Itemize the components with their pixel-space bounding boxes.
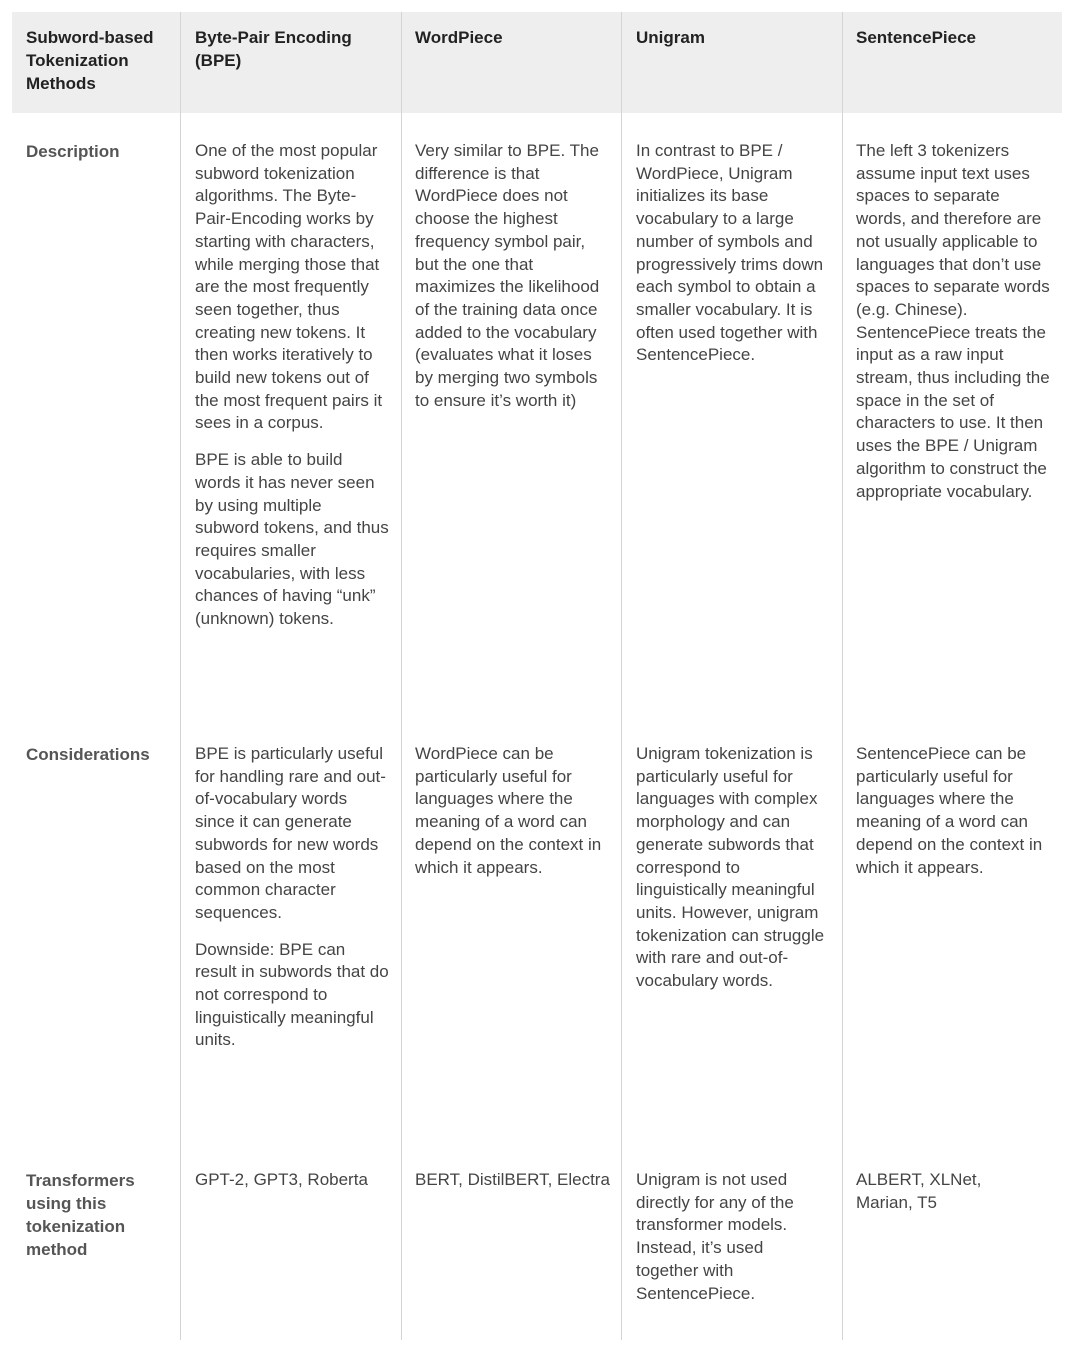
paragraph: BPE is particularly useful for handling rare and out-of-vocabulary words since it can generate subwords for new words based on the most common character sequences. — [195, 744, 386, 922]
paragraph: Unigram is not used directly for any of the transformer models. Instead, it’s used together with SentencePiece. — [636, 1170, 794, 1303]
paragraph: Unigram tokenization is particularly useful for languages with complex morphology and can generate subwords that correspond to linguistically meaningful units. However, unigram tokenization can struggle with rare and out-of-vocabulary words. — [636, 744, 825, 991]
paragraph: Very similar to BPE. The difference is that WordPiece does not choose the highest frequency symbol pair, but the one that maximizes the likelihood of the training data once added to the vocabulary (evaluates what it loses by merging two symbols to ensure it’s worth it) — [415, 141, 600, 410]
cell-wordpiece-description — [415, 140, 611, 412]
paragraph: BPE is able to build words it has never seen by using multiple subword tokens, and thus requires smaller vocabularies, with less chances of having “unk” (unknown) tokens. — [195, 450, 389, 629]
row-label-transformers: Transformers using this tokenization method — [26, 1171, 135, 1259]
cell-wordpiece-considerations — [415, 743, 611, 879]
column-divider — [401, 12, 402, 1340]
paragraph: WordPiece can be particularly useful for languages where the meaning of a word can depend on the context in which it appears. — [415, 744, 602, 877]
paragraph: GPT-2, GPT3, Roberta — [195, 1170, 368, 1189]
column-divider — [621, 12, 622, 1340]
cell-bpe-transformers — [195, 1169, 390, 1192]
paragraph: In contrast to BPE / WordPiece, Unigram initializes its base vocabulary to a large number of symbols and progressively trims down each symbol to obtain a smaller vocabulary. It is often used together with SentencePiece. — [636, 141, 824, 365]
header-wordpiece: WordPiece — [415, 28, 503, 47]
header-sentencepiece: SentencePiece — [856, 28, 977, 47]
cell-unigram-considerations — [636, 743, 832, 993]
paragraph: ALBERT, XLNet, Marian, T5 — [856, 1170, 982, 1212]
cell-bpe-considerations — [195, 743, 390, 1052]
tokenization-comparison-table — [12, 12, 1062, 1342]
header-bpe: Byte-Pair Encoding (BPE) — [195, 28, 352, 70]
cell-unigram-description — [636, 140, 832, 367]
cell-sentencepiece-description — [856, 140, 1052, 503]
paragraph: The left 3 tokenizers assume input text uses spaces to separate words, and therefore are not usually applicable to languages that don’t use spaces to separate words (e.g. Chinese). SentencePiece treats the input as a raw input stream, thus including the space in the set of characters to use. It then uses the BPE / Unigram algorithm to construct the appropriate vocabulary. — [856, 141, 1050, 501]
paragraph: One of the most popular subword tokenization algorithms. The Byte-Pair-Encoding works by starting with characters, while merging those that are the most frequently seen together, thus creating new tokens. It then works iteratively to build new tokens out of the most frequent pairs it sees in a corpus. — [195, 141, 383, 433]
column-divider — [842, 12, 843, 1340]
header-unigram: Unigram — [636, 28, 705, 47]
cell-sentencepiece-transformers — [856, 1169, 1006, 1214]
paragraph: BERT, DistilBERT, Electra — [415, 1170, 610, 1189]
cell-sentencepiece-considerations — [856, 743, 1052, 879]
row-label-considerations: Considerations — [26, 745, 150, 764]
paragraph: Downside: BPE can result in subwords that do not correspond to linguistically meaningful units. — [195, 939, 389, 1050]
cell-wordpiece-transformers — [415, 1169, 615, 1192]
header-methods: Subword-based Tokenization Methods — [26, 28, 154, 93]
cell-bpe-description — [195, 140, 390, 631]
row-label-description: Description — [26, 142, 120, 161]
cell-unigram-transformers — [636, 1169, 806, 1305]
column-divider — [180, 12, 181, 1340]
paragraph: SentencePiece can be particularly useful for languages where the meaning of a word can depend on the context in which it appears. — [856, 744, 1043, 877]
